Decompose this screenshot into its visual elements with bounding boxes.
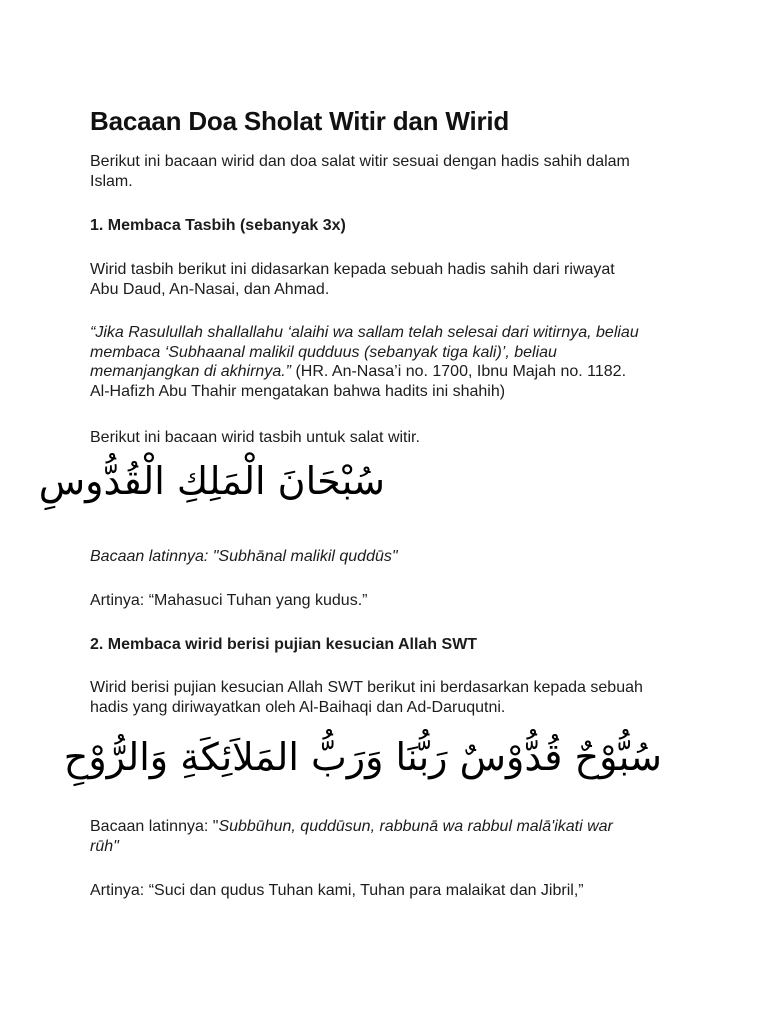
latin-label: Bacaan latinnya: ": [90, 818, 219, 835]
section-1-heading: 1. Membaca Tasbih (sebanyak 3x): [90, 217, 346, 234]
hadith-quote: [90, 323, 680, 401]
section-1-description: [90, 260, 680, 299]
meaning-text-2: Artinya: “Suci dan qudus Tuhan kami, Tuhan para malaikat dan Jibril,”: [90, 882, 584, 899]
quote-line: membaca ‘Subhaanal malikil qudduus (sebanyak tiga kali)’, beliau: [90, 343, 557, 361]
page-title: Bacaan Doa Sholat Witir dan Wirid: [90, 106, 510, 136]
latin-transliteration-2: [90, 817, 680, 856]
description-line: Abu Daud, An-Nasai, dan Ahmad.: [90, 280, 330, 298]
quote-line: “Jika Rasulullah shallallahu ‘alaihi wa sallam telah selesai dari witirnya, beliau: [90, 324, 639, 341]
quote-italic-part: memanjangkan di akhirnya.”: [90, 363, 291, 380]
quote-line: Al-Hafizh Abu Thahir mengatakan bahwa hadits ini shahih): [90, 382, 506, 400]
recitation-intro: Berikut ini bacaan wirid tasbih untuk salat witir.: [90, 429, 420, 446]
meaning-text: Artinya: “Mahasuci Tuhan yang kudus.”: [90, 592, 368, 609]
latin-text: Subbūhun, quddūsun, rabbunā wa rabbul malā'ikati war: [218, 818, 613, 835]
intro-line: Islam.: [90, 172, 133, 190]
quote-line: [90, 362, 680, 382]
intro-paragraph: [90, 152, 680, 191]
quote-reference: (HR. An-Nasa’i no. 1700, Ibnu Majah no. 1182.: [291, 363, 627, 380]
description-line: Wirid berisi pujian kesucian Allah SWT berikut ini berdasarkan kepada sebuah: [90, 679, 643, 696]
section-2-heading: 2. Membaca wirid berisi pujian kesucian Allah SWT: [90, 636, 478, 653]
latin-line: rūh": [90, 837, 119, 855]
intro-line: Berikut ini bacaan wirid dan doa salat witir sesuai dengan hadis sahih dalam: [90, 153, 630, 170]
latin-transliteration: Bacaan latinnya: "Subhānal malikil quddūs": [90, 548, 398, 565]
section-2-description: [90, 678, 680, 717]
arabic-wirid-text: سُبُّوْحٌ قُدُّوْسٌ رَبُّنَا وَرَبُّ المَلاَئِكَةِ وَالرُّوْحِ: [63, 735, 662, 779]
latin-line: [90, 817, 680, 837]
arabic-tasbih-text: سُبْحَانَ الْمَلِكِ الْقُدُّوسِ: [38, 459, 385, 503]
description-line: Wirid tasbih berikut ini didasarkan kepada sebuah hadis sahih dari riwayat: [90, 261, 615, 278]
description-line: hadis yang diriwayatkan oleh Al-Baihaqi dan Ad-Daruqutni.: [90, 698, 506, 716]
